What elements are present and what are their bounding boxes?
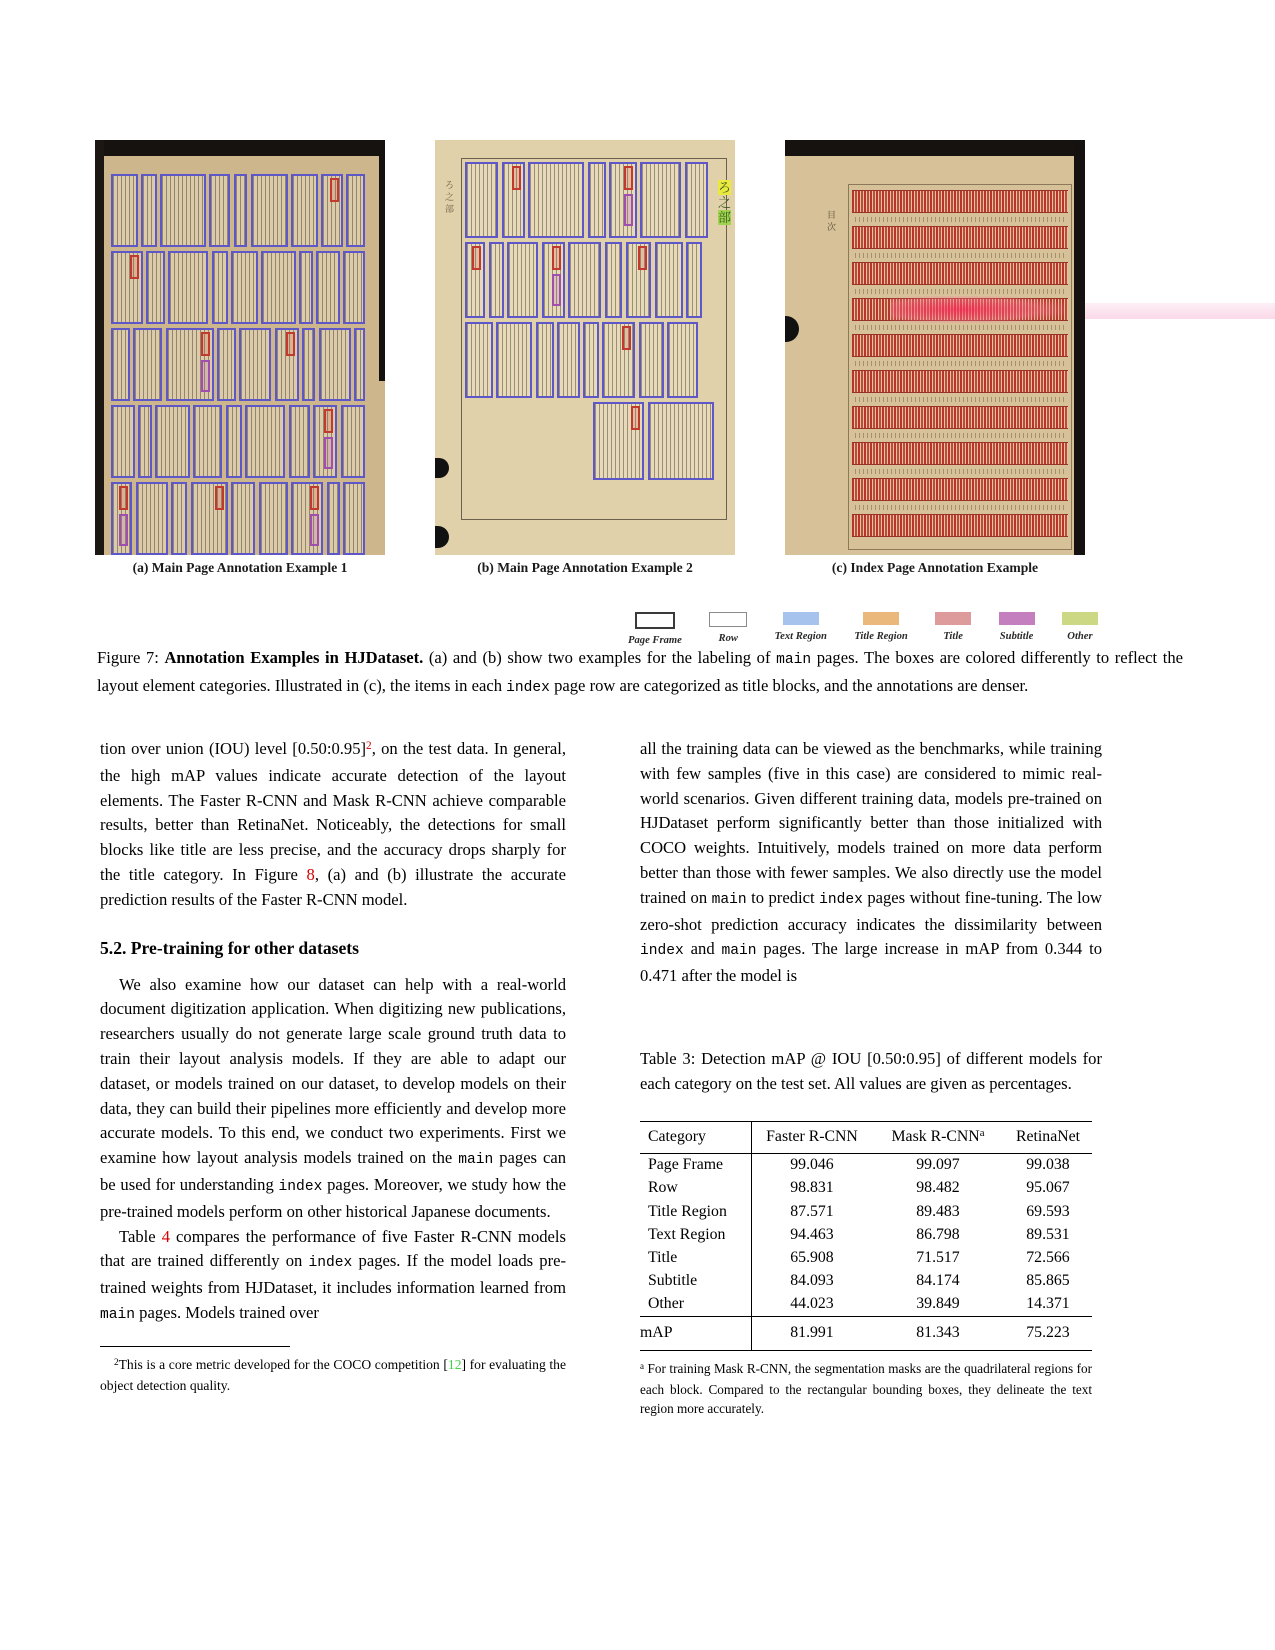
subtitle-annotation	[324, 437, 333, 469]
margin-kanji-text: 目次	[826, 210, 836, 234]
text-region-annotation	[609, 162, 637, 238]
text-segment: RetinaNet	[1015, 1127, 1081, 1145]
text-segment: compares the performance of five Faster R-CNN models that are trained differently on	[100, 1226, 566, 1271]
title-annotation	[130, 255, 139, 279]
text-segment: Mask R-CNN	[891, 1127, 980, 1145]
text-region-annotation	[133, 328, 162, 401]
text-region-annotation	[640, 162, 681, 238]
index-row-band	[852, 478, 1068, 501]
table-3	[640, 1121, 1092, 1351]
legend-swatch	[783, 612, 819, 625]
text-segment: all the training data can be viewed as the benchmarks, while training with few samples (five in this case) are considered to mimic real-world scenarios. Given different training data, models pre-trained on HJDataset perform significantly better than those initialized with COCO weights. Intuitively, models trained on more data perform better than those with fewer samples. We also directly use the model trained on	[640, 739, 1102, 907]
text-region-annotation	[465, 242, 485, 318]
legend-swatch	[1062, 612, 1098, 625]
subtitle-annotation	[552, 274, 561, 306]
text-region-annotation	[217, 328, 236, 401]
table-row	[640, 1246, 1092, 1269]
text-region-annotation	[343, 482, 364, 555]
table-rule	[640, 1350, 1092, 1351]
text-segment: pages. If the model loads pre-trained weights from HJDataset, it includes information learned from	[100, 1251, 566, 1298]
table-cell: 89.483	[916, 1202, 960, 1220]
text-segment: tion over union (IOU) level [0.50:0.95]	[100, 739, 367, 758]
table-caption: Table 3: Detection mAP @ IOU [0.50:0.95] of different models for each category on the test set. All values are given as percentages.	[640, 1048, 1102, 1093]
text-region-annotation	[155, 405, 190, 478]
text-segment: pages can be used for understanding	[100, 1148, 567, 1194]
figure-scan-main-page-1	[95, 140, 385, 555]
text-segment: pages. Moreover, we study how the pre-trained models perform on other historical Japanese documents.	[100, 1174, 566, 1221]
title-annotation	[330, 178, 339, 202]
text-region-annotation	[557, 322, 580, 398]
text-segment: page row are categorized as title blocks, and the annotations are denser.	[549, 676, 1029, 695]
scan-edge	[1074, 140, 1085, 555]
index-row-band	[852, 406, 1068, 429]
table-row	[640, 1223, 1092, 1246]
text-segment: ] for evaluating the object detection quality.	[100, 1356, 566, 1394]
text-region-annotation	[209, 174, 230, 247]
table-row	[640, 1270, 1092, 1293]
legend-label: Title Region	[854, 631, 908, 642]
reference-link[interactable]: 8	[306, 864, 315, 884]
title-annotation	[512, 166, 521, 190]
table-cell: 98.482	[916, 1179, 960, 1197]
text-region-annotation	[212, 251, 228, 324]
figure-scan-main-page-2	[435, 140, 735, 555]
text-segment: Annotation Examples in HJDataset.	[164, 648, 424, 667]
figure-legend	[628, 612, 1098, 646]
index-row-band	[852, 514, 1068, 537]
text-segment: (a) and (b) show two examples for the labeling of	[423, 648, 777, 667]
index-row-separator	[855, 289, 1065, 294]
text-segment: 部	[717, 210, 731, 225]
text-segment: index	[640, 943, 684, 960]
text-segment: to predict	[746, 887, 820, 907]
table-cell: 99.097	[916, 1156, 960, 1174]
footnote-block	[100, 1346, 566, 1396]
text-segment: main	[100, 1306, 136, 1323]
text-region-annotation	[136, 482, 168, 555]
legend-swatch	[635, 612, 675, 629]
margin-kanji-text: ろ之部	[444, 180, 454, 216]
title-annotation	[310, 486, 319, 510]
table-row	[640, 1177, 1092, 1200]
table-cell: 86.798	[916, 1225, 960, 1243]
subtitle-annotation	[624, 194, 633, 226]
text-segment: a	[640, 1360, 644, 1371]
subtitle-annotation	[310, 514, 319, 546]
title-annotation	[631, 406, 640, 430]
reference-link[interactable]: 2	[366, 739, 372, 752]
scan-edge	[785, 140, 1085, 156]
index-row-separator	[855, 469, 1065, 474]
legend-swatch	[863, 612, 899, 625]
text-segment: main	[721, 943, 757, 960]
figure-scan-index-page	[785, 140, 1085, 555]
text-segment: pages. The boxes are colored differently to reflect the layout element categories. Illustrated in (c), the items in each	[97, 648, 1183, 695]
text-region-annotation	[234, 174, 247, 247]
text-region-annotation	[111, 251, 143, 324]
body-paragraph	[100, 973, 566, 1225]
corner-kanji-text	[718, 180, 731, 225]
table-cell: 81.343	[916, 1323, 960, 1341]
subtitle-annotation	[201, 360, 210, 392]
table-cell: 87.571	[790, 1202, 834, 1220]
text-region-annotation	[275, 328, 299, 401]
text-region-annotation	[160, 174, 205, 247]
text-region-annotation	[111, 405, 135, 478]
section-heading: 5.2. Pre-training for other datasets	[100, 937, 359, 958]
left-column	[100, 737, 566, 1396]
annotation-blocks-area	[465, 162, 721, 522]
table-cell: Title	[640, 1246, 752, 1269]
text-segment: index	[819, 891, 863, 908]
text-region-annotation	[465, 162, 498, 238]
legend-item	[775, 612, 827, 646]
text-region-annotation	[593, 402, 644, 480]
table-cell: 39.849	[916, 1295, 960, 1313]
legend-item	[999, 612, 1035, 646]
text-segment: 2	[114, 1356, 119, 1367]
index-row-separator	[855, 505, 1065, 510]
text-segment: a	[979, 1126, 985, 1139]
title-annotation	[624, 166, 633, 190]
table-cell: 85.865	[1026, 1272, 1070, 1290]
table-cell: 94.463	[790, 1225, 834, 1243]
table-header-cell	[1004, 1122, 1092, 1153]
table-header-cell	[640, 1122, 752, 1153]
text-segment: 之	[717, 195, 731, 210]
table-cell: 84.093	[790, 1272, 834, 1290]
legend-label: Row	[718, 633, 738, 644]
text-region-annotation	[465, 322, 493, 398]
text-region-annotation	[346, 174, 365, 247]
table-cell: 84.174	[916, 1272, 960, 1290]
text-region-annotation	[166, 328, 214, 401]
scan-edge-notch	[435, 458, 449, 478]
text-segment: pages without fine-tuning. The low zero-shot prediction accuracy indicates the dissimilarity between	[640, 887, 1102, 934]
table-row	[640, 1154, 1092, 1177]
table-cell: 81.991	[790, 1323, 834, 1341]
scan-edge	[95, 140, 104, 555]
text-region-annotation	[583, 322, 598, 398]
index-row-separator	[855, 253, 1065, 258]
body-paragraph	[100, 737, 566, 913]
scan-edge-notch	[435, 526, 449, 548]
index-row-separator	[855, 397, 1065, 402]
text-segment: pages. Models trained over	[135, 1302, 319, 1322]
text-region-annotation	[291, 482, 323, 555]
legend-label: Subtitle	[999, 631, 1034, 642]
text-region-annotation	[489, 242, 504, 318]
text-region-annotation	[171, 482, 187, 555]
text-region-annotation	[568, 242, 601, 318]
table-cell: 89.531	[1026, 1225, 1070, 1243]
title-annotation	[324, 409, 333, 433]
right-column	[640, 737, 1102, 1418]
text-region-annotation	[542, 242, 565, 318]
text-region-annotation	[168, 251, 208, 324]
table-header-row	[640, 1122, 1092, 1153]
text-region-annotation	[261, 251, 296, 324]
subcaption-a: (a) Main Page Annotation Example 1	[132, 560, 348, 575]
index-row-band	[852, 334, 1068, 357]
text-region-annotation	[343, 251, 364, 324]
text-segment: main	[458, 1152, 494, 1169]
index-row-band	[852, 262, 1068, 285]
text-region-annotation	[141, 174, 157, 247]
table-header-cell	[872, 1122, 1004, 1153]
table-cell: 65.908	[790, 1248, 834, 1266]
text-region-annotation	[111, 482, 132, 555]
text-region-annotation	[193, 405, 222, 478]
table-header-cell	[752, 1122, 872, 1153]
text-region-annotation	[354, 328, 365, 401]
scan-edge	[379, 140, 385, 381]
text-region-annotation	[226, 405, 242, 478]
table-footer-row	[640, 1317, 1092, 1350]
index-row-separator	[855, 217, 1065, 222]
index-row-band	[852, 226, 1068, 249]
scan-edge	[95, 140, 385, 156]
text-segment: index	[278, 1178, 323, 1195]
legend-label: Other	[1067, 631, 1093, 642]
highlight-strip	[1085, 303, 1275, 319]
body-paragraph	[640, 737, 1102, 989]
text-segment: Figure 7:	[97, 648, 165, 667]
text-segment: This is a core metric developed for the COCO competition [	[118, 1356, 448, 1372]
text-region-annotation	[685, 162, 708, 238]
text-region-annotation	[686, 242, 701, 318]
table-cell: 14.371	[1026, 1295, 1070, 1313]
text-segment: ろ	[717, 180, 731, 195]
legend-label: Title	[943, 631, 963, 642]
text-region-annotation	[648, 402, 715, 480]
text-region-annotation	[313, 405, 337, 478]
text-segment: pages. The large increase in mAP from 0.344 to 0.471 after the model is	[640, 939, 1102, 986]
text-region-annotation	[231, 251, 258, 324]
text-region-annotation	[302, 328, 315, 401]
text-region-annotation	[536, 322, 554, 398]
text-region-annotation	[602, 322, 635, 398]
footnote-rule	[100, 1346, 290, 1347]
table-cell: 99.038	[1026, 1156, 1070, 1174]
text-segment: and	[683, 939, 722, 959]
text-region-annotation	[655, 242, 683, 318]
annotation-blocks-area	[111, 174, 377, 555]
text-region-annotation	[251, 174, 288, 247]
table-cell: 95.067	[1026, 1179, 1070, 1197]
text-segment: main	[776, 652, 812, 668]
table-cell: 72.566	[1026, 1248, 1070, 1266]
legend-item	[628, 612, 682, 646]
title-annotation	[638, 246, 647, 270]
text-region-annotation	[502, 162, 525, 238]
text-region-annotation	[316, 251, 340, 324]
index-row-band	[852, 370, 1068, 393]
text-segment: index	[308, 1255, 353, 1272]
text-region-annotation	[626, 242, 652, 318]
text-segment: We also examine how our dataset can help with a real-world document digitization application. When digitizing new publications, researchers usually do not generate large scale ground truth data to train their layout analysis models. If they are able to adapt our dataset, or models trained on our dataset, to develop models on their data, they can build their pipelines more efficiently and develop more accurate models. To this end, we conduct two experiments. First we examine how layout analysis models trained on the	[100, 974, 566, 1168]
text-segment: Faster R-CNN	[766, 1127, 858, 1145]
text-region-annotation	[605, 242, 623, 318]
text-region-annotation	[299, 251, 312, 324]
title-annotation	[472, 246, 481, 270]
text-region-annotation	[191, 482, 228, 555]
table-footnote	[640, 1359, 1092, 1419]
reference-link[interactable]: 12	[447, 1356, 462, 1372]
legend-item	[1062, 612, 1098, 646]
text-region-annotation	[507, 242, 538, 318]
table-cell: 75.223	[1026, 1323, 1070, 1341]
index-row-band	[852, 442, 1068, 465]
legend-label: Page Frame	[628, 635, 682, 646]
title-annotation	[215, 486, 224, 510]
title-annotation	[201, 332, 210, 356]
text-segment: Table	[119, 1226, 162, 1246]
text-region-annotation	[291, 174, 318, 247]
legend-item	[709, 612, 747, 646]
title-annotation	[119, 486, 128, 510]
table-cell: 69.593	[1026, 1202, 1070, 1220]
text-region-annotation	[341, 405, 365, 478]
text-segment: index	[506, 680, 550, 696]
footnote-text	[100, 1355, 566, 1396]
text-region-annotation	[289, 405, 310, 478]
scan-edge-notch	[785, 316, 799, 342]
subcaption-c: (c) Index Page Annotation Example	[831, 560, 1039, 575]
legend-swatch	[999, 612, 1035, 625]
text-region-annotation	[319, 328, 351, 401]
text-segment: , (a) and (b) illustrate the accurate prediction results of the Faster R-CNN model.	[100, 864, 566, 909]
title-annotation	[622, 326, 631, 350]
table-row	[640, 1200, 1092, 1223]
index-row-bands-area	[848, 184, 1072, 550]
table-cell: Page Frame	[640, 1154, 752, 1177]
text-region-annotation	[321, 174, 342, 247]
table-row	[640, 1293, 1092, 1316]
legend-label: Text Region	[774, 631, 827, 642]
table-cell: Subtitle	[640, 1270, 752, 1293]
title-annotation	[286, 332, 295, 356]
text-segment: For training Mask R-CNN, the segmentation masks are the quadrilateral regions for each block. Compared to the rectangular bounding boxes, they delineate the text region more accurately.	[640, 1360, 1092, 1417]
text-region-annotation	[245, 405, 285, 478]
table-cell: Title Region	[640, 1200, 752, 1223]
text-region-annotation	[239, 328, 271, 401]
index-row-separator	[855, 325, 1065, 330]
text-region-annotation	[231, 482, 255, 555]
text-region-annotation	[138, 405, 151, 478]
legend-swatch	[935, 612, 971, 625]
index-row-separator	[855, 433, 1065, 438]
text-segment: , on the test data. In general, the high mAP values indicate accurate detection of the layout elements. The Faster R-CNN and Mask R-CNN achieve comparable results, better than RetinaNet. Noticeably, the detections for small blocks like title are less precise, and the accuracy drops sharply for the title category. In Figure	[100, 739, 567, 884]
table-cell: Text Region	[640, 1223, 752, 1246]
table-cell: Other	[640, 1293, 752, 1316]
text-region-annotation	[259, 482, 288, 555]
subtitle-annotation	[119, 514, 128, 546]
table-cell: Row	[640, 1177, 752, 1200]
text-region-annotation	[111, 328, 130, 401]
title-annotation	[552, 246, 561, 270]
table-cell: 98.831	[790, 1179, 834, 1197]
text-region-annotation	[528, 162, 584, 238]
legend-item	[935, 612, 971, 646]
text-region-annotation	[496, 322, 532, 398]
text-region-annotation	[327, 482, 340, 555]
index-row-separator	[855, 361, 1065, 366]
reference-link[interactable]: 4	[161, 1226, 170, 1246]
text-region-annotation	[639, 322, 665, 398]
legend-item	[854, 612, 907, 646]
table-cell: 44.023	[790, 1295, 834, 1313]
index-row-band	[852, 298, 1068, 321]
text-segment: Category	[648, 1127, 706, 1145]
index-row-band	[852, 190, 1068, 213]
text-region-annotation	[588, 162, 606, 238]
table-cell: 71.517	[916, 1248, 960, 1266]
table-cell: mAP	[640, 1317, 752, 1350]
legend-swatch	[709, 612, 747, 627]
table-cell: 99.046	[790, 1156, 834, 1174]
text-region-annotation	[146, 251, 165, 324]
figure-caption	[97, 645, 1183, 701]
text-segment: main	[711, 891, 747, 908]
subcaption-b: (b) Main Page Annotation Example 2	[477, 560, 693, 575]
body-paragraph	[100, 1225, 566, 1328]
text-region-annotation	[111, 174, 138, 247]
text-region-annotation	[667, 322, 698, 398]
